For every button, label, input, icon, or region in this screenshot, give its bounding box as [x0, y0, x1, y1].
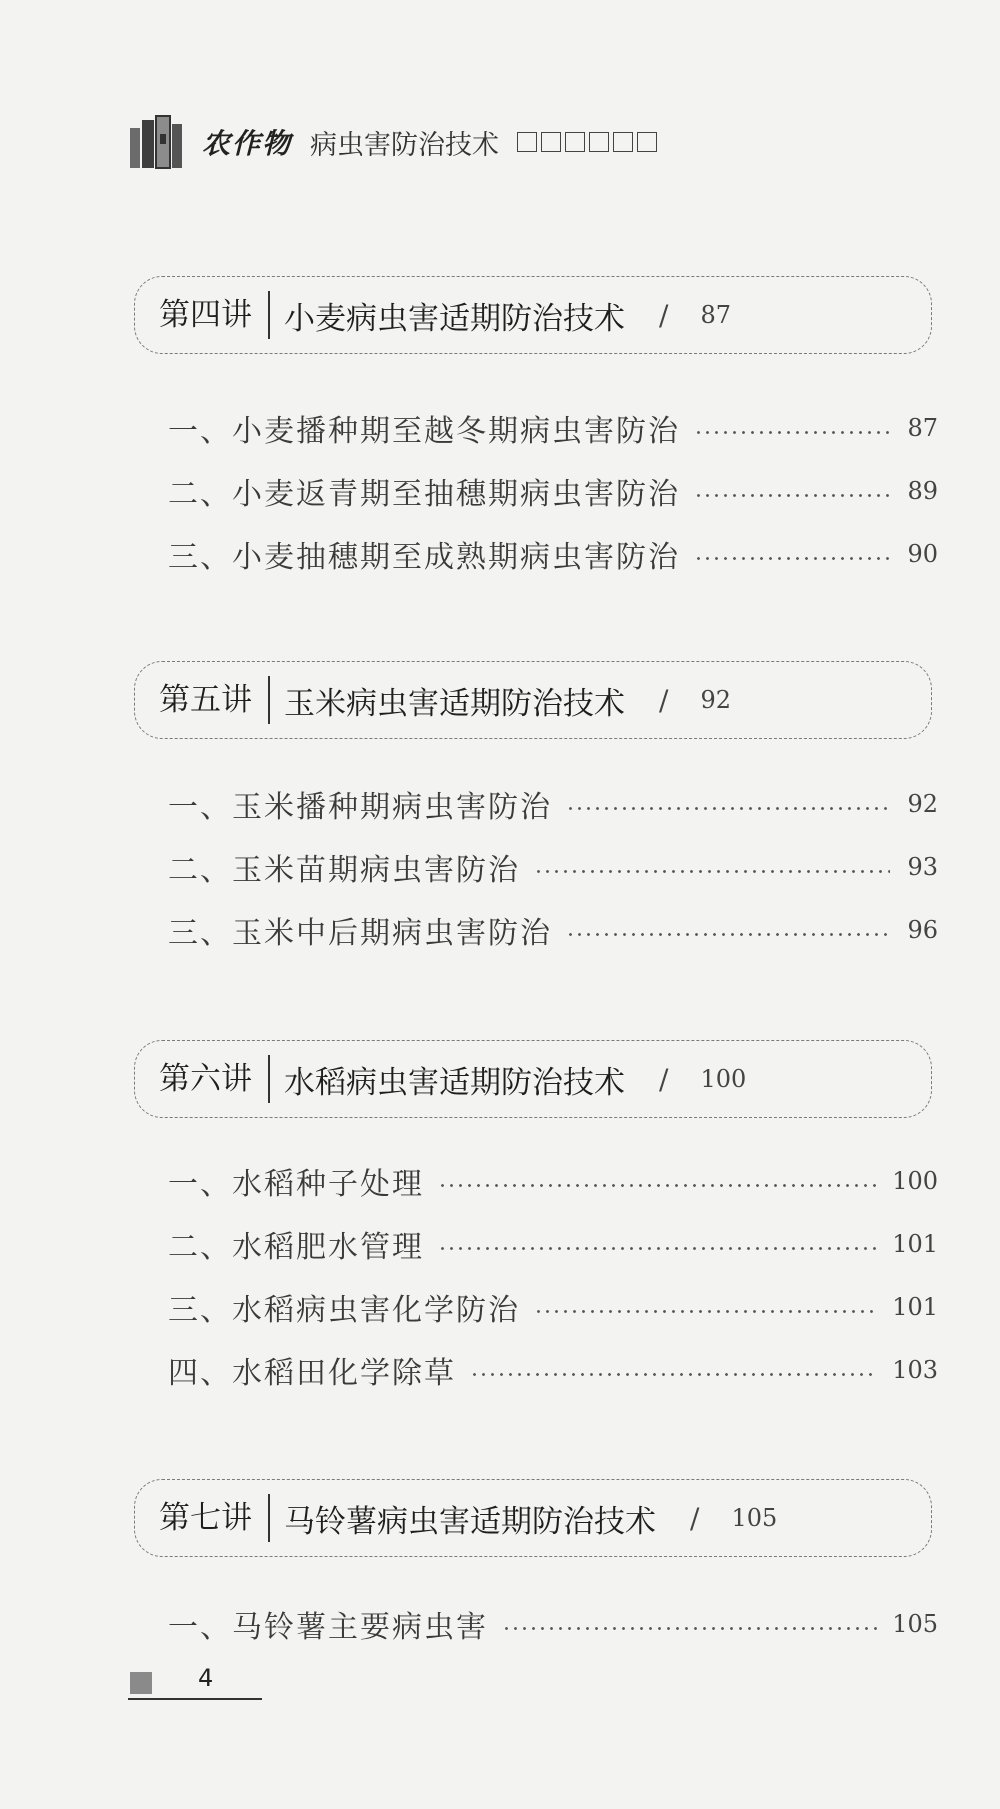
toc-entry[interactable] — [168, 406, 938, 450]
lecture-title: 玉米病虫害适期防治技术 — [284, 685, 625, 722]
toc-entry[interactable] — [168, 845, 938, 889]
toc-entry-page: 103 — [892, 1356, 938, 1384]
toc-entry-label: 二、水稻肥水管理 — [168, 1230, 424, 1265]
toc-entry-page: 90 — [907, 540, 938, 568]
toc-entry-label: 三、水稻病虫害化学防治 — [168, 1293, 520, 1328]
toc-entry-label: 四、水稻田化学除草 — [168, 1356, 456, 1391]
placeholder-box — [637, 132, 657, 152]
dot-leader — [566, 807, 890, 810]
toc-entry-page: 93 — [907, 853, 938, 881]
toc-entry[interactable] — [168, 1159, 938, 1203]
toc-entry[interactable] — [168, 1222, 938, 1266]
books-icon — [128, 114, 186, 170]
header-series-title: 农作物 — [202, 127, 293, 160]
placeholder-box — [589, 132, 609, 152]
dot-leader — [694, 431, 890, 434]
toc-entry-page: 101 — [892, 1293, 938, 1321]
lecture-page: 100 — [700, 1065, 747, 1093]
toc-entry-label: 三、小麦抽穗期至成熟期病虫害防治 — [168, 540, 680, 575]
toc-entry-page: 105 — [892, 1610, 938, 1638]
toc-entry-page: 89 — [907, 477, 938, 505]
toc-entry-page: 101 — [892, 1230, 938, 1258]
placeholder-box — [613, 132, 633, 152]
lecture-number: 第七讲 — [159, 1494, 270, 1542]
lecture-heading-6[interactable] — [134, 1040, 932, 1118]
lecture-title: 马铃薯病虫害适期防治技术 — [284, 1503, 656, 1540]
lecture-title: 水稻病虫害适期防治技术 — [284, 1064, 625, 1101]
toc-entry-label: 三、玉米中后期病虫害防治 — [168, 916, 552, 951]
toc-entry-label: 二、小麦返青期至抽穗期病虫害防治 — [168, 477, 680, 512]
lecture-number: 第五讲 — [159, 676, 270, 724]
footer-square-icon — [130, 1672, 152, 1694]
toc-entry-page: 96 — [907, 916, 938, 944]
toc-entry[interactable] — [168, 782, 938, 826]
placeholder-box — [517, 132, 537, 152]
toc-entry-label: 一、玉米播种期病虫害防治 — [168, 790, 552, 825]
lecture-number: 第六讲 — [159, 1055, 270, 1103]
toc-entry-page: 100 — [892, 1167, 938, 1195]
toc-entry-label: 一、小麦播种期至越冬期病虫害防治 — [168, 414, 680, 449]
dot-leader — [438, 1247, 878, 1250]
page-footer — [128, 1664, 262, 1700]
toc-entry-page: 87 — [907, 414, 938, 442]
toc-entry[interactable] — [168, 1348, 938, 1392]
lecture-slash: / — [690, 1501, 700, 1535]
dot-leader — [566, 933, 890, 936]
lecture-slash: / — [659, 683, 669, 717]
dot-leader — [438, 1184, 878, 1187]
toc-entry[interactable] — [168, 908, 938, 952]
lecture-heading-4[interactable] — [134, 276, 932, 354]
lecture-heading-7[interactable] — [134, 1479, 932, 1557]
placeholder-box — [565, 132, 585, 152]
dot-leader — [694, 494, 890, 497]
dot-leader — [470, 1373, 878, 1376]
running-header — [128, 112, 657, 172]
lecture-heading-5[interactable] — [134, 661, 932, 739]
lecture-page: 105 — [731, 1504, 778, 1532]
toc-entry[interactable] — [168, 1602, 938, 1646]
lecture-page: 92 — [700, 686, 731, 714]
lecture-slash: / — [659, 298, 669, 332]
toc-entry[interactable] — [168, 469, 938, 513]
lecture-title: 小麦病虫害适期防治技术 — [284, 300, 625, 337]
toc-entry-page: 92 — [907, 790, 938, 818]
placeholder-box — [541, 132, 561, 152]
toc-entry[interactable] — [168, 532, 938, 576]
lecture-number: 第四讲 — [159, 291, 270, 339]
page-number: 4 — [198, 1664, 214, 1692]
toc-entry-label: 一、马铃薯主要病虫害 — [168, 1610, 488, 1645]
toc-entry-label: 一、水稻种子处理 — [168, 1167, 424, 1202]
lecture-slash: / — [659, 1062, 669, 1096]
toc-entry-label: 二、玉米苗期病虫害防治 — [168, 853, 520, 888]
dot-leader — [534, 870, 890, 873]
dot-leader — [534, 1310, 878, 1313]
lecture-page: 87 — [700, 301, 731, 329]
dot-leader — [694, 557, 890, 560]
header-placeholder-boxes — [517, 132, 657, 152]
header-book-title: 病虫害防治技术 — [310, 129, 500, 161]
dot-leader — [502, 1627, 878, 1630]
toc-entry[interactable] — [168, 1285, 938, 1329]
